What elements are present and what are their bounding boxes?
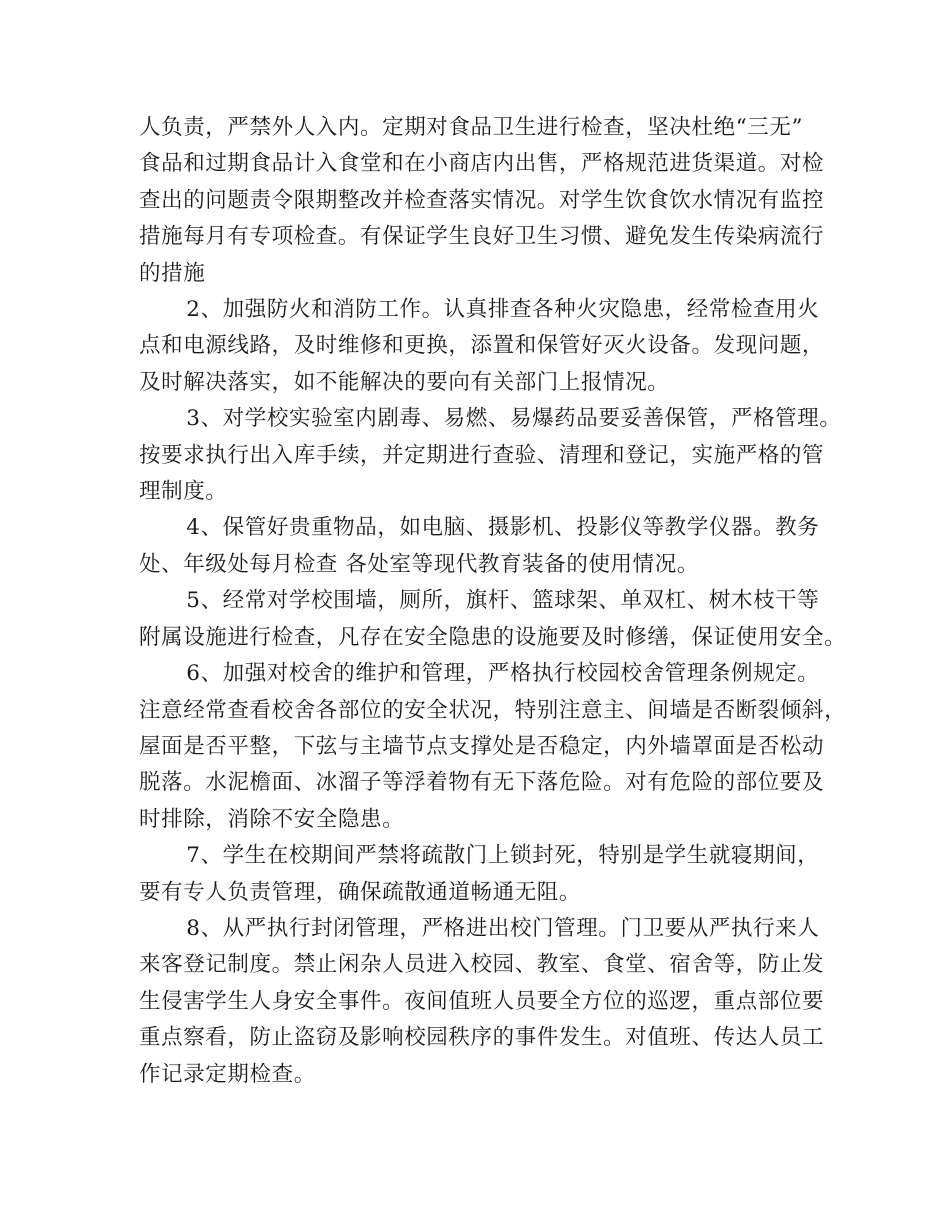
text-line: 按要求执行出入库手续，并定期进行查验、清理和登记，实施严格的管 <box>139 442 825 468</box>
paragraph-item-8-access-control <box>139 911 827 1093</box>
document-body <box>139 110 847 1093</box>
text-line: 理制度。 <box>139 479 228 505</box>
text-line: 处、年级处每月检查 各处室等现代教育装备的使用情况。 <box>139 551 699 577</box>
text-line: 食品和过期食品计入食堂和在小商店内出售，严格规范进货渠道。对检 <box>139 151 825 177</box>
text-line: 的措施 <box>139 260 206 286</box>
text-line: 要有专人负责管理，确保疏散通道畅通无阻。 <box>139 879 582 905</box>
text-line: 2、加强防火和消防工作。认真排查各种火灾隐患，经常检查用火 <box>186 297 820 323</box>
text-line: 3、对学校实验室内剧毒、易燃、易爆药品要妥善保管，严格管理。 <box>186 406 842 432</box>
paragraph-item-7-evacuation <box>139 838 827 911</box>
text-line: 5、经常对学校围墙，厕所，旗杆、篮球架、单双杠、树木枝干等 <box>186 588 820 614</box>
text-line: 作记录定期检查。 <box>139 1061 316 1087</box>
text-line: 6、加强对校舍的维护和管理，严格执行校园校舍管理条例规定。 <box>186 661 820 687</box>
paragraph-item-3-lab-chemicals <box>139 401 842 510</box>
text-line: 人负责，严禁外人入内。定期对食品卫生进行检查，坚决杜绝“三无” <box>139 115 804 140</box>
text-line: 及时解决落实，如不能解决的要向有关部门上报情况。 <box>139 369 670 395</box>
text-line: 4、保管好贵重物品，如电脑、摄影机、投影仪等教学仪器。教务 <box>186 515 820 541</box>
text-line: 脱落。水泥檐面、冰溜子等浮着物有无下落危险。对有危险的部位要及 <box>139 770 825 796</box>
text-line: 附属设施进行检查，凡存在安全隐患的设施要及时修缮，保证使用安全。 <box>139 624 847 650</box>
text-line: 措施每月有专项检查。有保证学生良好卫生习惯、避免发生传染病流行 <box>139 224 825 250</box>
text-line: 屋面是否平整，下弦与主墙节点支撑处是否稳定，内外墙罩面是否松动 <box>139 733 825 759</box>
text-line: 重点察看，防止盗窃及影响校园秩序的事件发生。对值班、传达人员工 <box>139 1025 825 1051</box>
paragraph-item-6-buildings <box>139 656 847 838</box>
paragraph-item-5-facilities <box>139 583 847 656</box>
text-line: 7、学生在校期间严禁将疏散门上锁封死，特别是学生就寝期间， <box>186 843 820 869</box>
text-line: 时排除，消除不安全隐患。 <box>139 806 405 832</box>
paragraph-item-4-valuables <box>139 510 827 583</box>
text-line: 注意经常查看校舍各部位的安全状况，特别注意主、间墙是否断裂倾斜， <box>139 697 847 723</box>
text-line: 点和电源线路，及时维修和更换，添置和保管好灭火设备。发现问题， <box>139 333 825 359</box>
text-line: 8、从严执行封闭管理，严格进出校门管理。门卫要从严执行来人 <box>186 915 820 941</box>
paragraph-food-safety <box>139 110 827 292</box>
text-line: 查出的问题责令限期整改并检查落实情况。对学生饮食饮水情况有监控 <box>139 187 825 213</box>
text-line: 来客登记制度。禁止闲杂人员进入校园、教室、食堂、宿舍等，防止发 <box>139 952 825 978</box>
paragraph-item-2-fire-safety <box>139 292 827 401</box>
text-line: 生侵害学生人身安全事件。夜间值班人员要全方位的巡逻，重点部位要 <box>139 988 825 1014</box>
